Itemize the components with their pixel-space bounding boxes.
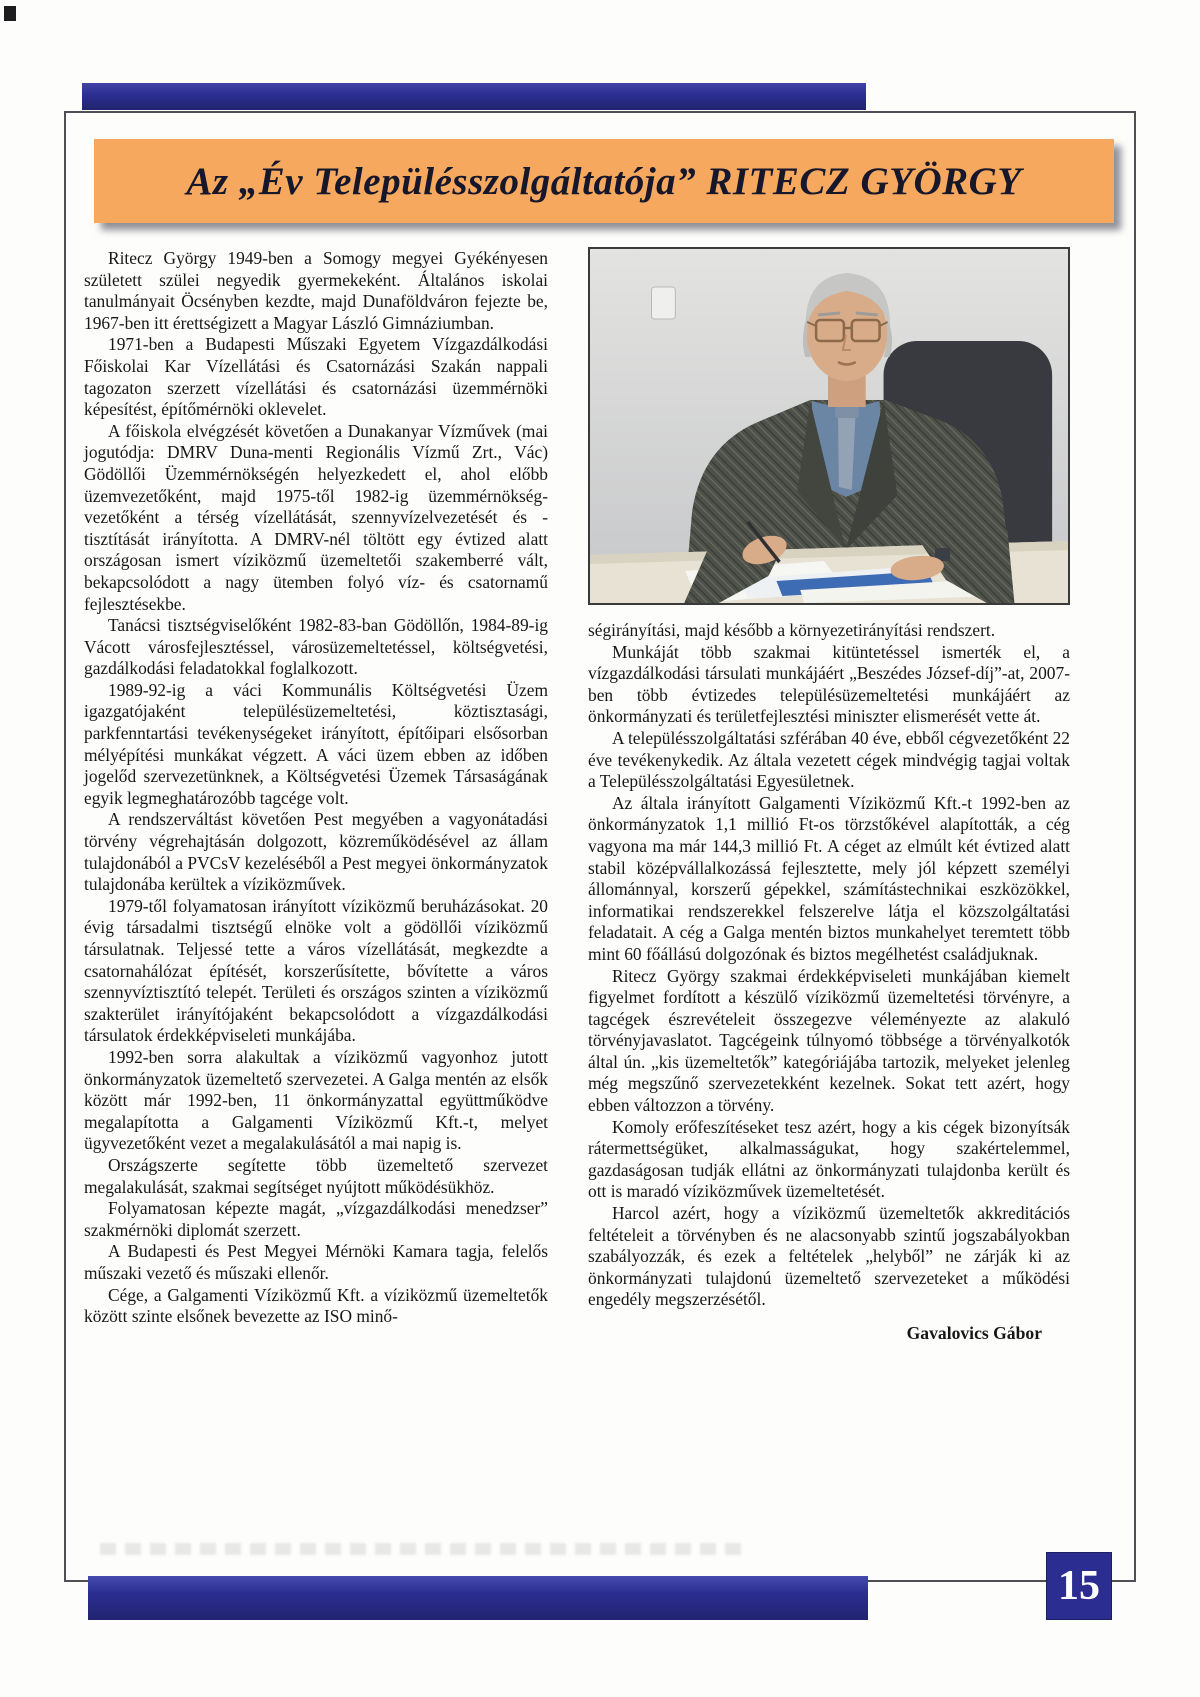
article-paragraph: 1992-ben sorra alakultak a víziközmű vagyonhoz jutott önkormányzatok üzemeltető szervezetei. A Galga mentén az elsők között már 1992-ben, 11 önkormányzattal együttműködve megalapította a Galgamenti Víziközmű Kft.-t, melyet ügyvezetőként vezet a megalakulásától a mai napig is. [84, 1046, 548, 1154]
title-banner [94, 139, 1114, 223]
page-number-value: 15 [1058, 1563, 1100, 1609]
article-paragraph: A Budapesti és Pest Megyei Mérnöki Kamara tagja, felelős műszaki vezető és műszaki ellenőr. [84, 1241, 548, 1283]
bottom-accent-bar [88, 1576, 868, 1620]
top-accent-bar [82, 83, 866, 110]
article-left-column [84, 248, 548, 1328]
portrait-photo [588, 247, 1070, 605]
article-paragraph: ségirányítási, majd később a környezetirányítási rendszert. [588, 620, 996, 640]
page-title: Az „Év Településszolgáltatója” RITECZ GYÖRGY [186, 159, 1022, 203]
scan-artifact [4, 6, 16, 21]
article-paragraph: Harcol azért, hogy a víziközmű üzemeltetők akkreditációs feltételeit a törvényben és ne alacsonyabb szintű jogszabályokban szabályozzák, és ezek a feltételek „helyből” ne zárják ki az önkormányzati tulajdonú üzemeltető szervezeteket a működési engedély megszerzésétől. [588, 1203, 1070, 1310]
article-paragraph: Ritecz György szakmai érdekképviseleti munkájában kiemelt figyelmet fordított a készülő víziközmű üzemeltetési törvényre, a tagcégek észrevételeit összegezve véleményezte az alakuló törvényjavaslatot. Tagcégeink túlnyomó többsége a törvényalkotók által ún. „kis üzemeltetők” kategóriájába tartozik, melyeket jelenleg még megszűnő szervezetekként kezelnek. Sokat tett azért, hogy ebben változzon a törvény. [588, 965, 1070, 1116]
portrait-illustration [590, 249, 1068, 603]
article-paragraph: A településszolgáltatási szférában 40 éve, ebből cégvezetőként 22 éve tevékenykedik. Az általa vezetett cégek mindvégig tagjai voltak a Településszolgáltatási Egyesületnek. [588, 727, 1070, 792]
author-signature: Gavalovics Gábor [906, 1323, 1042, 1343]
article-right-column [588, 620, 1070, 1345]
print-bleed-artifact [100, 1543, 750, 1555]
article-paragraph: Országszerte segítette több üzemeltető szervezet megalakulását, szakmai segítséget nyújtott működésükhöz. [84, 1154, 548, 1197]
article-paragraph: Cége, a Galgamenti Víziközmű Kft. a víziközmű üzemeltetők között szinte elsőnek bevezette az ISO minő- [84, 1284, 548, 1327]
article-paragraph: A főiskola elvégzését követően a Dunakanyar Vízművek (mai jogutódja: DMRV Duna-menti Regionális Vízmű Zrt., Vác) Gödöllői Üzemmérnökségén helyezkedett el, ahol előbb üzemvezetőként, majd 1975-től 1982-ig üzemmérnökség-vezetőként a térség vízellátását, szennyvízelvezetését és -tisztítását irányította. A DMRV-nél töltött egy évtized alatt országosan ismert víziközmű üzemeltetői szakemberré vált, bekapcsolódott a nagy ütemben folyó víz- és csatornamű fejlesztésekbe. [84, 420, 548, 614]
article-paragraph: Komoly erőfeszítéseket tesz azért, hogy a kis cégek bizonyítsák rátermettségüket, alkalmasságukat, hogy szakértelemmel, gazdaságosan tudják ellátni az önkormányzati tulajdonba került és ott is maradó víziközművek üzemeltetését. [588, 1116, 1070, 1202]
article-paragraph: Ritecz György 1949-ben a Somogy megyei Gyékényesen született szülei negyedik gyermekeként. Általános iskolai tanulmányait Öcsényben kezdte, majd Dunaföldváron fejezte be, 1967-ben itt érettségizett a Magyar László Gimnáziumban. [84, 248, 548, 333]
article-paragraph: Folyamatosan képezte magát, „vízgazdálkodási menedzser” szakmérnöki diplomát szerzett. [84, 1198, 548, 1240]
article-paragraph: Munkáját több szakmai kitüntetéssel ismerték el, a vízgazdálkodási társulati munkájáért „Beszédes József-díj”-at, 2007-ben több évtizedes településüzemeltetési munkájáért az önkormányzati és területfejlesztési miniszter elismerését vette át. [588, 641, 1070, 727]
article-paragraph: Az általa irányított Galgamenti Víziközmű Kft.-t 1992-ben az önkormányzatok 1,1 millió Ft-os törzstőkével alapították, a cég vagyona ma már 144,3 millió Ft. A céget az elmúlt két évtized alatt stabil középvállalkozássá fejlesztette, mely jól képzett személyi állománnyal, korszerű gépekkel, számítástechnikai eszközökkel, informatikai rendszerekkel felszerelve látja el közszolgáltatási feladatait. A cég a Galga mentén biztos munkahelyet teremtett több mint 60 főállású dolgozónak és biztos megélhetést családjuknak. [588, 792, 1070, 964]
page-number [1046, 1552, 1112, 1620]
article-paragraph: 1971-ben a Budapesti Műszaki Egyetem Vízgazdálkodási Főiskolai Kar Vízellátási és Csatornázási Szakán nappali tagozaton szerzett vízellátási és csatornázási üzemmérnöki képesítést, építőmérnöki oklevelet. [84, 334, 548, 420]
article-paragraph: 1989-92-ig a váci Kommunális Költségvetési Üzem igazgatójaként településüzemeltetési, köztisztasági, parkfenntartási tevékenységeket irányított, építőipari elsősorban mélyépítési munkákat végzett. A váci üzem ebben az időben jogelőd szervezetünknek, a Költségvetési Üzemek Társaságának egyik legmeghatározóbb tagcége volt. [84, 679, 548, 808]
article-paragraph: Tanácsi tisztségviselőként 1982-83-ban Gödöllőn, 1984-89-ig Vácott városfejlesztéssel, városüzemeltetéssel, költségvetési, gazdálkodási feladatokkal foglalkozott. [84, 615, 548, 679]
article-paragraph: A rendszerváltást követően Pest megyében a vagyonátadási törvény végrehajtásán dolgozott, közreműködésével az állam tulajdonából a PVCsV kezeléséből a Pest megyei önkormányzatok tulajdonába kerültek a víziközművek. [84, 809, 548, 895]
article-paragraph: 1979-től folyamatosan irányított víziközmű beruházásokat. 20 évig társadalmi tisztségű elnöke volt a gödöllői víziközmű társulatnak. Teljessé tette a város vízellátását, megkezdte a csatornahálózat építését, korszerűsítette, bővítette a város szennyvíztisztító telepét. Területi és országos szinten a víziközmű szakterület irányítójaként bekapcsolódott a vízgazdálkodási társulatok érdekképviseleti munkájába. [84, 895, 548, 1046]
